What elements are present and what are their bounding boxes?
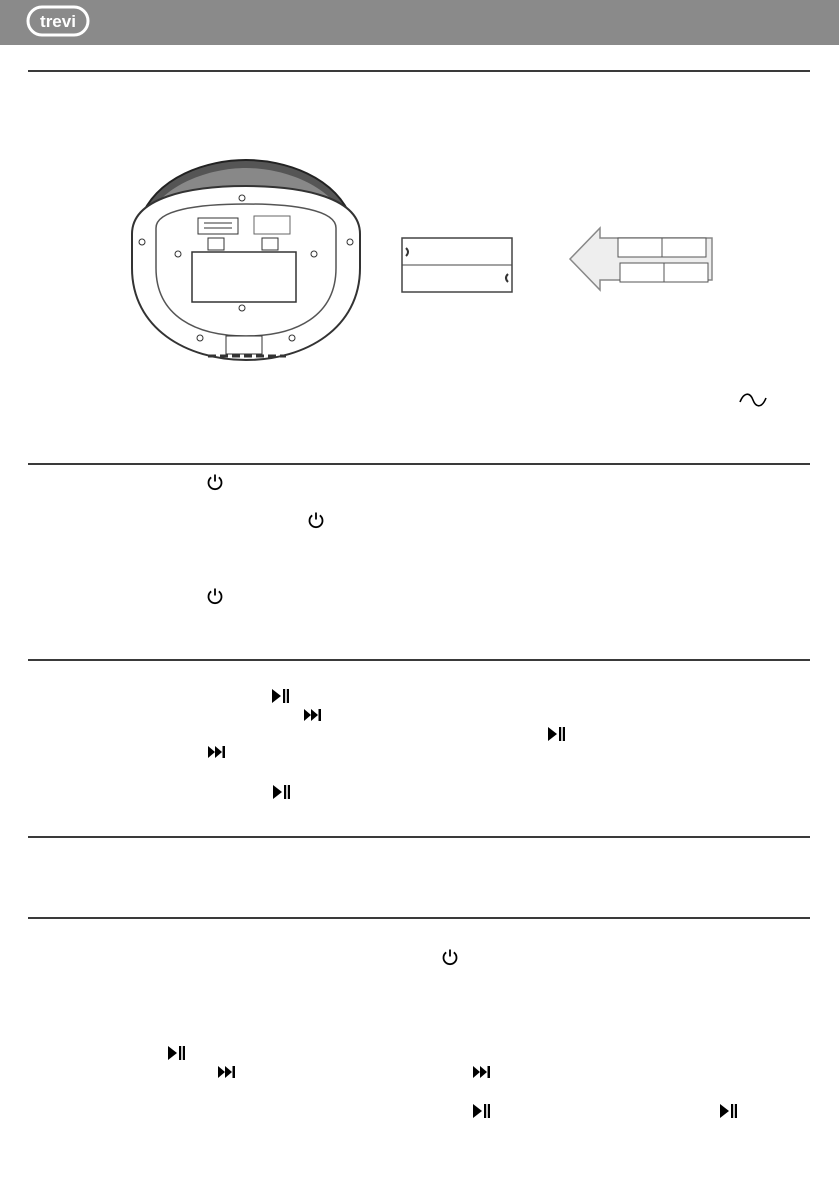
section-divider — [28, 70, 810, 72]
ac-sine-icon — [738, 392, 768, 408]
trevi-logo — [26, 5, 90, 37]
section-divider — [28, 917, 810, 919]
play-pause-icon — [718, 1101, 738, 1121]
svg-text:trevi: trevi — [40, 12, 76, 31]
power-icon — [205, 586, 225, 606]
play-pause-icon — [546, 724, 566, 744]
section-divider — [28, 836, 810, 838]
play-pause-icon — [166, 1043, 186, 1063]
battery-insertion-arrow-illustration — [568, 226, 714, 292]
device-back-illustration — [128, 158, 364, 372]
next-track-icon — [207, 742, 227, 762]
play-pause-icon — [471, 1101, 491, 1121]
power-icon — [440, 947, 460, 967]
next-track-icon — [303, 705, 323, 725]
power-icon — [306, 510, 326, 530]
power-icon — [205, 472, 225, 492]
next-track-icon — [472, 1062, 492, 1082]
header-bar — [0, 0, 839, 45]
section-divider — [28, 659, 810, 661]
section-divider — [28, 463, 810, 465]
play-pause-icon — [270, 686, 290, 706]
next-track-icon — [217, 1062, 237, 1082]
battery-compartment-illustration — [400, 236, 516, 294]
play-pause-icon — [271, 782, 291, 802]
